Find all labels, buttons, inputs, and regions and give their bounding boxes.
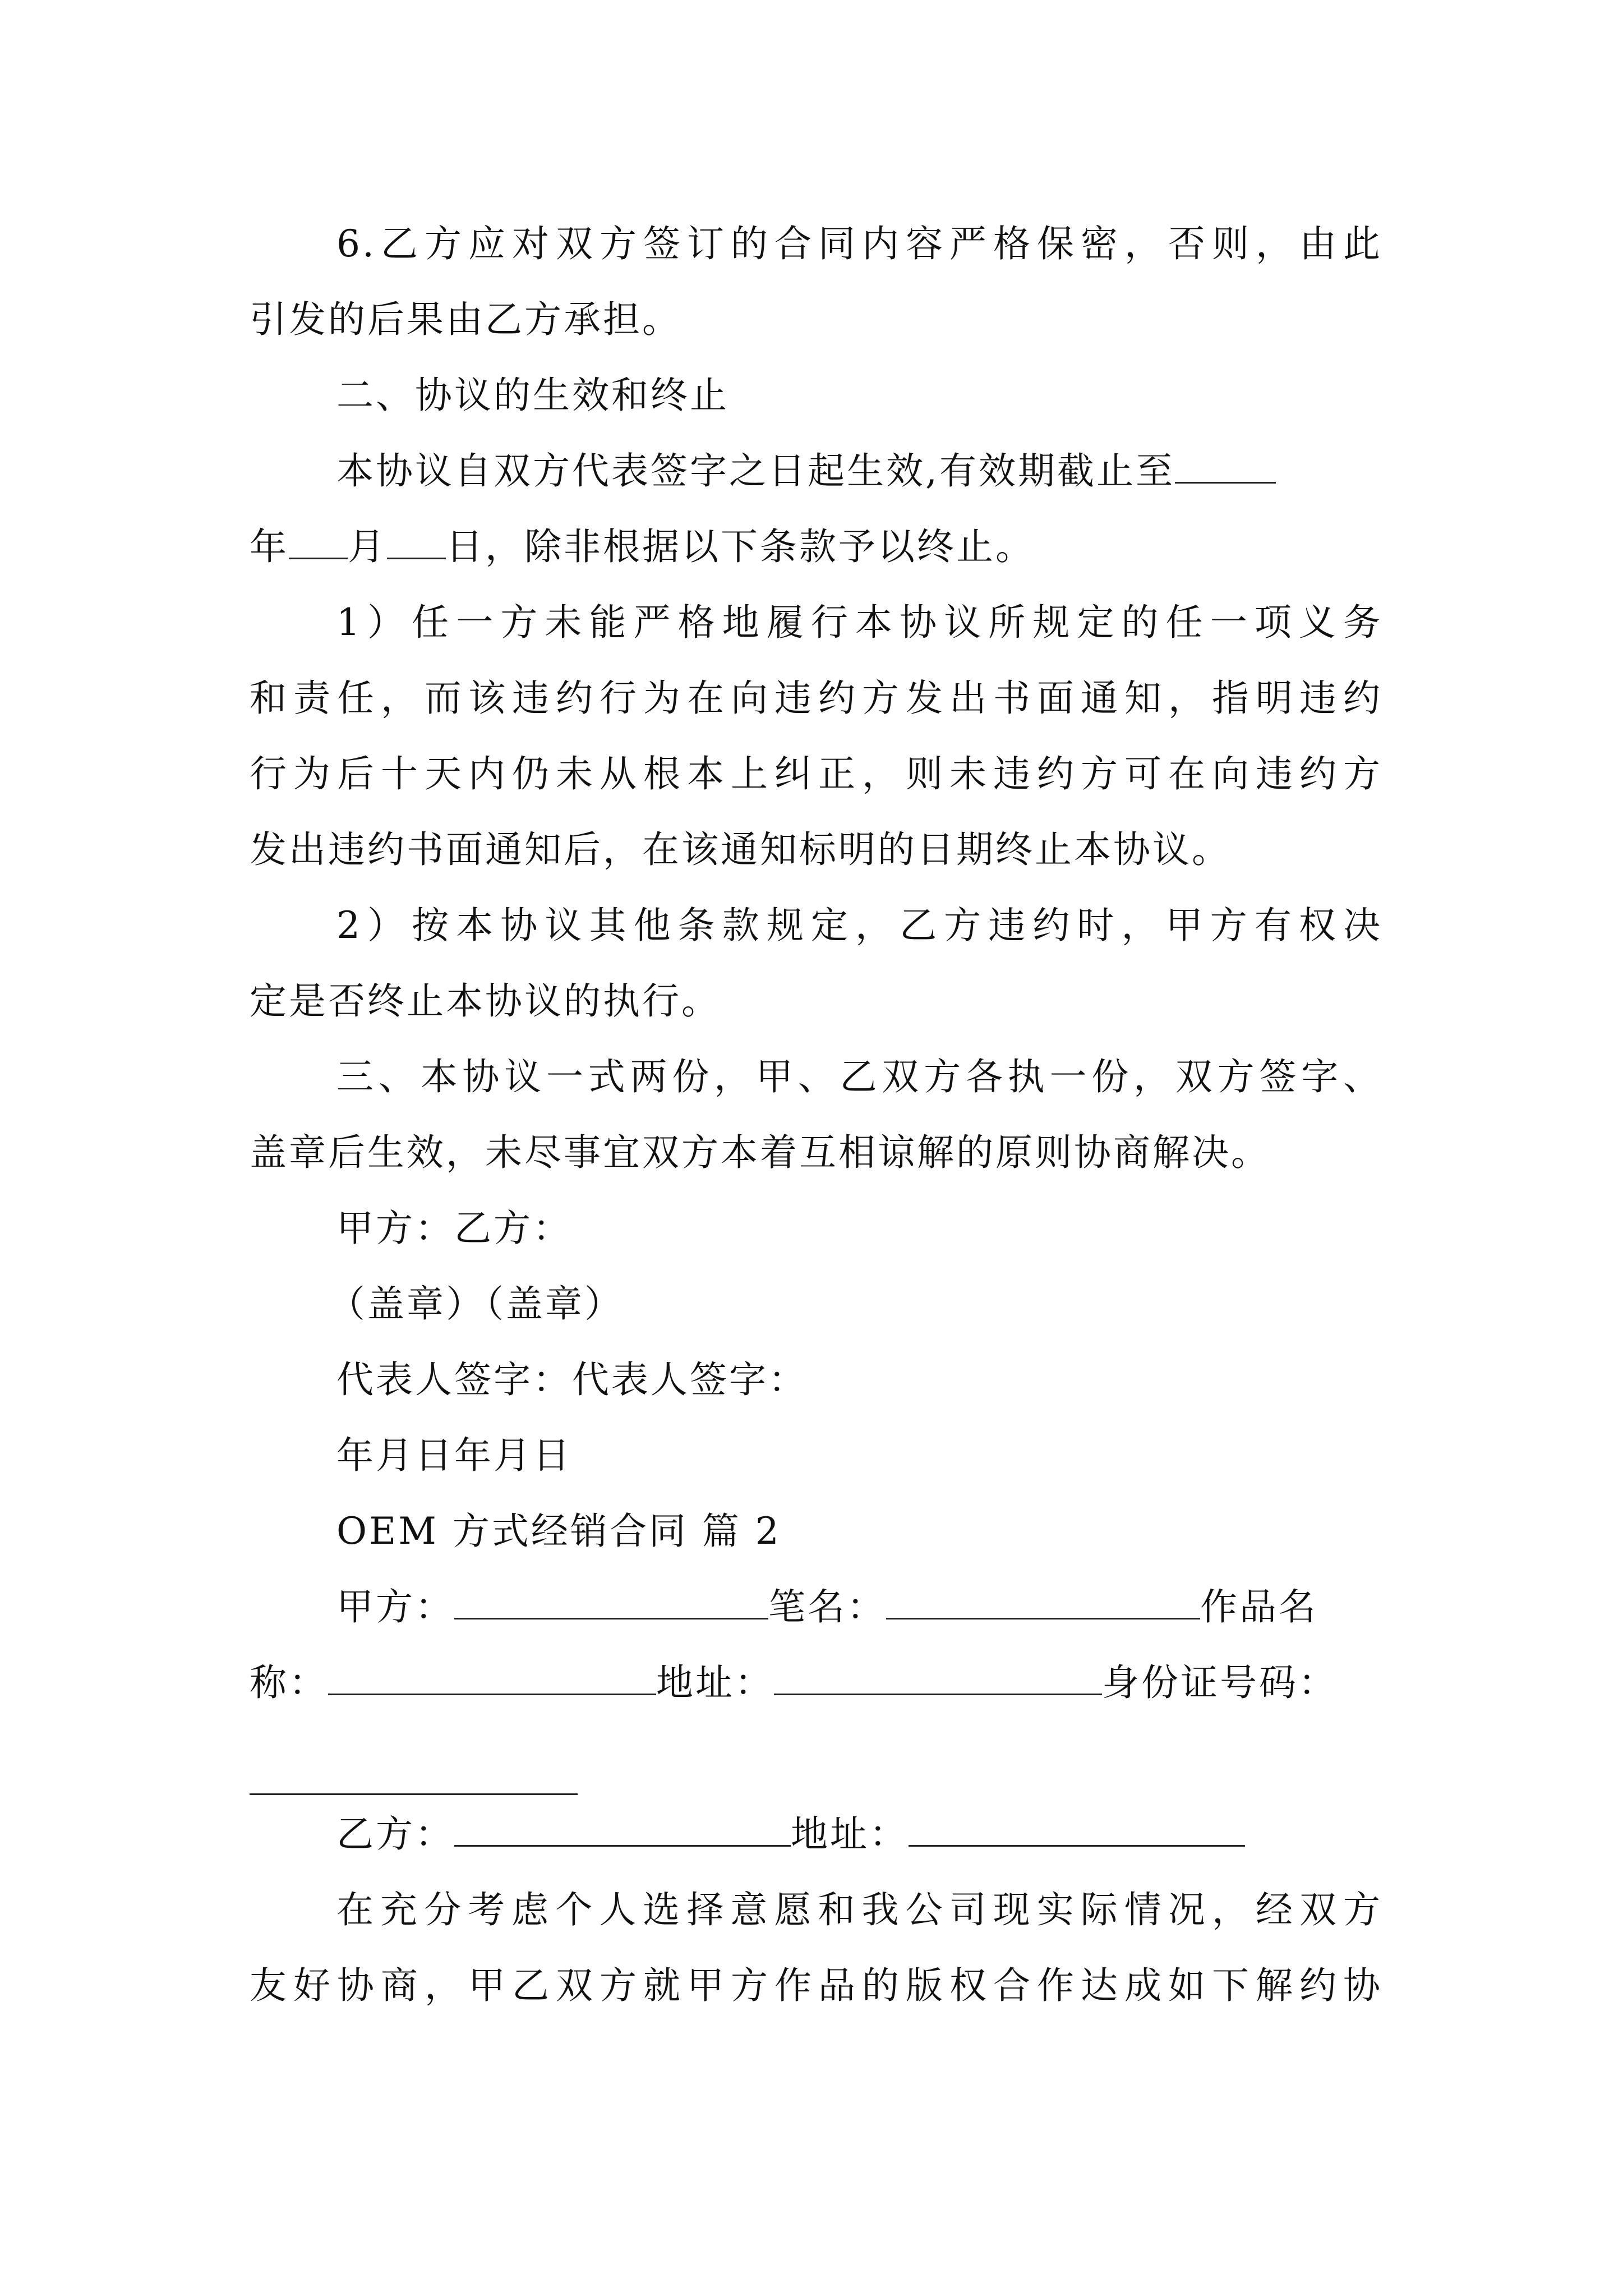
text-span: 年 [250, 525, 289, 568]
document-title: OEM 方式经销合同 篇 2 [336, 1510, 781, 1553]
blank-line [454, 1811, 791, 1847]
seal-line: （盖章）（盖章） [328, 1282, 624, 1326]
field-label: 乙方： [336, 1812, 454, 1856]
field-label: 身份证号码： [1102, 1661, 1338, 1704]
form-field-line [336, 1807, 1382, 1861]
blank-line [289, 524, 348, 559]
section-heading: 二、协议的生效和终止 [336, 374, 729, 417]
field-label: 地址： [791, 1812, 909, 1856]
paragraph-line: 友好协商，甲乙双方就甲方作品的版权合作达成如下解约协 [250, 1964, 1382, 2007]
text-span: 月 [348, 525, 387, 568]
paragraph-line: 在充分考虑个人选择意愿和我公司现实际情况，经双方 [336, 1888, 1382, 1931]
paragraph-line: 2）按本协议其他条款规定，乙方违约时，甲方有权决 [336, 904, 1382, 947]
paragraph-line: 6.乙方应对双方签订的合同内容严格保密，否则，由此 [336, 222, 1382, 265]
blank-line [387, 524, 446, 559]
field-label: 地址： [656, 1661, 774, 1704]
field-label: 作品名 [1200, 1585, 1318, 1628]
blank-line [454, 1584, 768, 1619]
blank-line [774, 1660, 1102, 1695]
text-span: 日，除非根据以下条款予以终止。 [446, 525, 1035, 568]
paragraph-line: 发出违约书面通知后，在该通知标明的日期终止本协议。 [250, 828, 1231, 871]
signature-line: 代表人签字：代表人签字： [336, 1358, 808, 1401]
blank-line [250, 1793, 578, 1795]
paragraph-line: 1）任一方未能严格地履行本协议所规定的任一项义务 [336, 601, 1382, 644]
blank-line [1175, 448, 1276, 484]
field-label: 称： [250, 1661, 328, 1704]
date-line: 年月日年月日 [336, 1434, 572, 1477]
paragraph-line: 引发的后果由乙方承担。 [250, 298, 681, 341]
text-span: 本协议自双方代表签字之日起生效,有效期截止至 [336, 449, 1175, 493]
field-label: 笔名： [768, 1585, 886, 1628]
paragraph-line: 盖章后生效，未尽事宜双方本着互相谅解的原则协商解决。 [250, 1131, 1270, 1174]
paragraph-line [336, 444, 1382, 498]
paragraph-line: 定是否终止本协议的执行。 [250, 979, 721, 1023]
form-field-line [250, 1656, 1382, 1710]
paragraph-line: 行为后十天内仍未从根本上纠正，则未违约方可在向违约方 [250, 752, 1382, 795]
paragraph-line: 和责任，而该违约行为在向违约方发出书面通知，指明违约 [250, 677, 1382, 720]
paragraph-line [250, 520, 1382, 574]
blank-line [909, 1811, 1245, 1847]
blank-line [886, 1584, 1200, 1619]
signature-party-line: 甲方：乙方： [336, 1207, 572, 1250]
paragraph-line: 三、本协议一式两份，甲、乙双方各执一份，双方签字、 [336, 1055, 1382, 1098]
blank-line [328, 1660, 656, 1695]
field-label: 甲方： [336, 1585, 454, 1628]
form-field-line [336, 1580, 1382, 1634]
